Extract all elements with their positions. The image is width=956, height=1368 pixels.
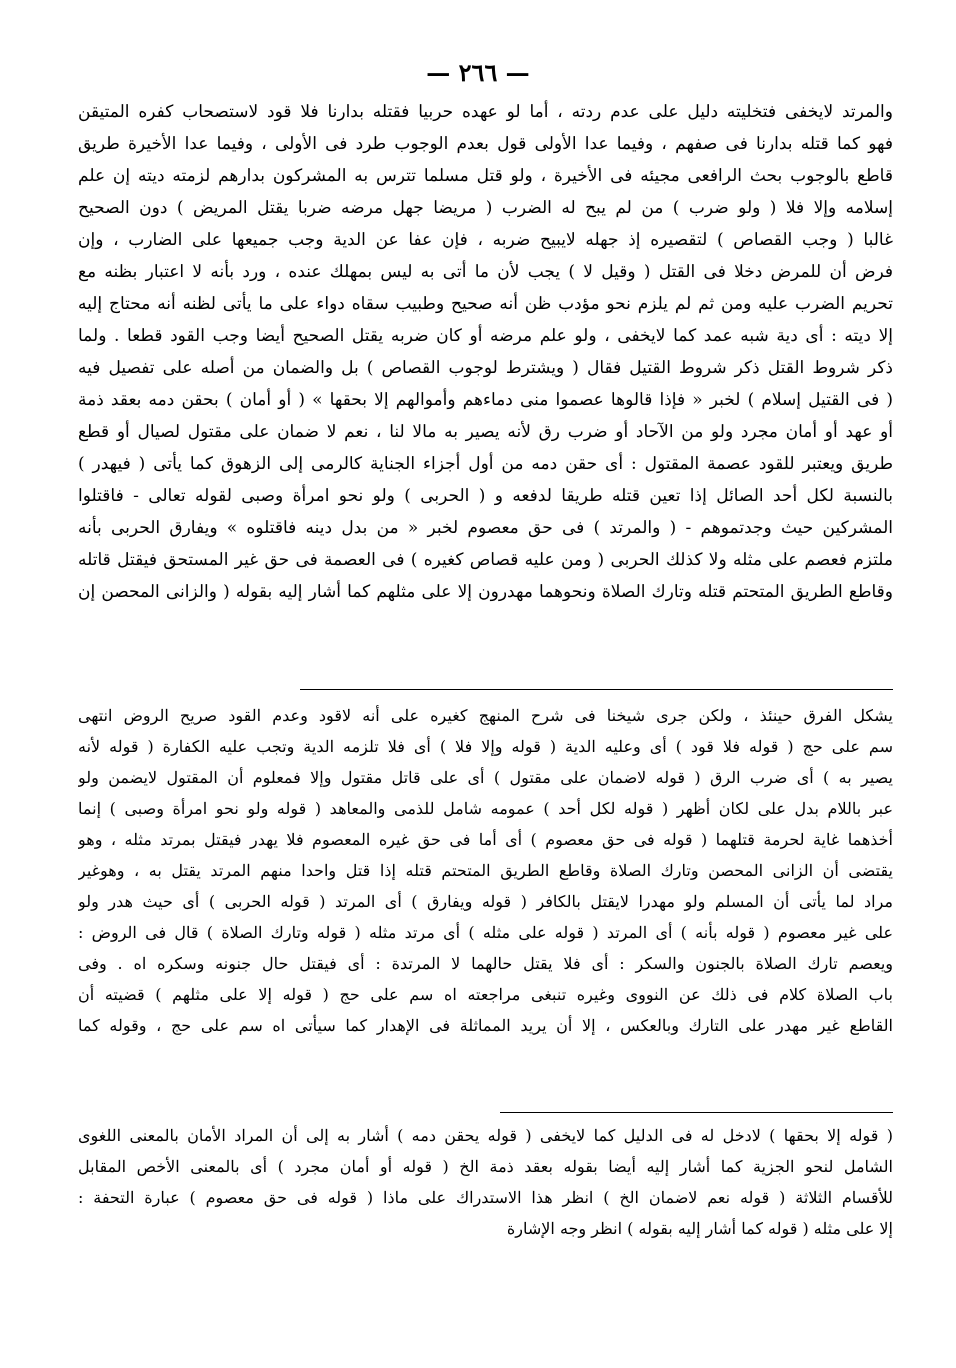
commentary-line: القاطع غير مهدر على التارك وبالعكس ، إلا أن يريد المماثلة فى الإهدار كما سيأتى اه سم على حج ، وقوله كما <box>78 1016 893 1035</box>
main-text-line: ملتزم فعصم على مثله ولا كذلك الحربى ( ومن عليه قصاص كغيره ) فى العصمة فى حق غير المستحق فيقتل قاتله <box>78 550 893 570</box>
main-text-line: إلا ديته : أى دية شبه عمد كما لايخفى ، ولو علم مرضه أو كان ضربه يقتل الصحيح أيضا وجب القود قطعا . ولما <box>78 326 893 346</box>
commentary-line: يشكل الفرق حينئذ ، ولكن جرى شيخنا فى شرح المنهج كغيره على أنه لاقود وعدم القود صريح الروض انتهى <box>78 706 893 725</box>
main-text-line: بالنسبة لكل أحد الصائل إذا تعين قتله طريقا لدفعه و ( الحربى ) ولو نحو امرأة وصبى لقوله تعالى - فاقتلوا <box>78 486 893 506</box>
main-text-line: أو عهد أو أمان مجرد ولو من الآحاد أو ضرب رق لأنه يصير به مالا لنا ، نعم لا ضمان على مقتول لصيال أو قطع <box>78 422 893 442</box>
footnote-line: للأقسام الثلاثة ( قوله نعم لاضمان الخ ) انظر هذا الاستدراك على ماذا ( قوله فى حق معصوم ) عبارة التحفة : <box>78 1188 893 1207</box>
footnote-line: الشامل لنحو الجزية كما أشار إليه أيضا بقوله بعقد ذمة الخ ( قوله أو أمان مجرد ) أى بالمعنى الأخص المقابل <box>78 1157 893 1176</box>
commentary-line: سم على حج ( قوله فلا قود ) أى وعليه الدية ( قوله وإلا فلا ) أى فلا تلزمه الدية وتجب عليه الكفارة ( قوله لأنه <box>78 737 893 756</box>
footnotes-text <box>78 1120 893 1244</box>
commentary-text <box>78 700 893 1041</box>
commentary-line: ويعصم تارك الصلاة بالجنون والسكر : أى فلا يقتل حالهما لا المرتدة : أى فيقتل حال جنونه وسكره اه . وفى <box>78 954 893 973</box>
footnote-divider <box>500 1112 893 1113</box>
footnote-line: إلا على مثله ( قوله كما أشار إليه بقوله ) انظر وجه الإشارة <box>506 1219 893 1238</box>
commentary-line: مراد لما يأتى أن المسلم ولو مهدرا لايقتل بالكافر ( قوله ويفارق ) أى المرتد ( قوله الحربى ) أى حيث هدر ولو <box>78 892 893 911</box>
main-text-line: وقاطع الطريق المتحتم قتله وتارك الصلاة ونحوهما مهدرون إلا على مثلهم كما أشار إليه بقوله ( والزانى المحصن إن <box>78 582 893 602</box>
main-text-line: والمرتد لايخفى فتخليته دليل على عدم ردته ، أما لو عهده حربيا فقتله بدارنا فلا قود لاستصحاب كفره المتيقن <box>78 102 893 122</box>
main-text-line: ( فى القتيل إسلام ) لخبر « فإذا قالوها عصموا منى دماءهم وأموالهم إلا بحقها » ( أو أمان ) بحقن دمه بعقد ذمة <box>78 390 893 410</box>
footnote-line: ( قوله إلا بحقها ) لادخل له فى الدليل كما لايخفى ( قوله يحقن دمه ) أشار به إلى أن المراد الأمان بالمعنى اللغوى <box>78 1126 893 1145</box>
commentary-line: عبر باللام بدل على لكان أظهر ( قوله لكل أحد ) عمومه شامل للذمى والمعاهد ( قوله ولو نحو امرأة وصبى ) إنما <box>78 799 893 818</box>
main-text-line: تحريم الضرب عليه ومن ثم لم يلزم نحو مؤدب ظن أنه صحيح وطبيب سقاه دواء على ما يأتى لظنه أنه محتاج إليه <box>78 294 893 314</box>
main-text-line: فرض أن للمرض دخلا فى القتل ( وقيل لا ) يجب لأن ما أتى به ليس بمهلك عنده ، ورد بأنه لا اعتبار بظنه مع <box>78 262 893 282</box>
commentary-line: أخذهما غاية لحرمة قتلهما ( قوله فى حق معصوم ) أى أما فى حق غيره المعصوم فلا يهدر فيقتل بمرتد مثله ، وهو <box>78 830 893 849</box>
main-text <box>78 96 893 608</box>
commentary-line: يقتضى أن الزانى المحصن وتارك الصلاة وقاطع الطريق المتحتم قتله إذا قتل واحدا منهم المرتد يقتل به ، وهوغير <box>78 861 893 880</box>
main-text-line: غالبا ( وجب القصاص ) لتقصيره إذ جهله لايبيح ضربه ، فإن عفا عن الدية وجب جميعها على الضارب ، وإن <box>78 230 893 250</box>
commentary-line: باب الصلاة كلام فى ذلك عن النووى وغيره تنبغى مراجعته اه سم على حج ( قوله إلا على مثلهم ) قضيته أن <box>78 985 893 1004</box>
main-text-line: فهو كما قتله بدارنا فى صفهم ، وفيما عدا الأولى قول بعدم الوجوب طرد فى الأولى ، وفيما عدا الأخيرة طريق <box>78 134 893 154</box>
commentary-line: على غير معصوم ( قوله بأنه ) أى المرتد ( قوله على مثله ) أى مرتد مثله ( قوله وتارك الصلاة ) قال فى الروض : <box>78 923 893 942</box>
main-text-line: المشركين حيث وجدتموهم - ( والمرتد ) فى حق معصوم لخبر « من بدل دينه فاقتلوه » ويفارق الحربى بأنه <box>78 518 893 538</box>
section-divider <box>300 689 893 690</box>
main-text-line: قاطع بالوجوب بحث الرافعى مجيئه فى الأخيرة ، ولو قتل مسلما تترس به المشركون بدارهم لزمته ديته إن علم <box>78 166 893 186</box>
main-text-line: ذكر شروط القتل ذكر شروط القتيل فقال ( ويشترط لوجوب القصاص ) بل والضمان من أصله على تفصيل فيه <box>78 358 893 378</box>
main-text-line: طريق ويعتبر للقود عصمة المقتول : أى حقن دمه من أول أجزاء الجناية كالرمى إلى الزهوق كما يأتى ( فيهدر ) <box>78 454 893 474</box>
commentary-line: يصير به ) أى ضرب الرق ( قوله لاضمان على مقتول ) أى على قاتل مقتول وإلا فمعلوم أن المقتول لايضمن ولو <box>78 768 893 787</box>
page-number: — ٢٦٦ — <box>426 58 530 87</box>
main-text-line: إسلامه وإلا فلا ( ولو ضرب ) من لم يبح له الضرب ( مريضا جهل مرضه ضربا يقتل المريض ) دون الصحيح <box>78 198 893 218</box>
